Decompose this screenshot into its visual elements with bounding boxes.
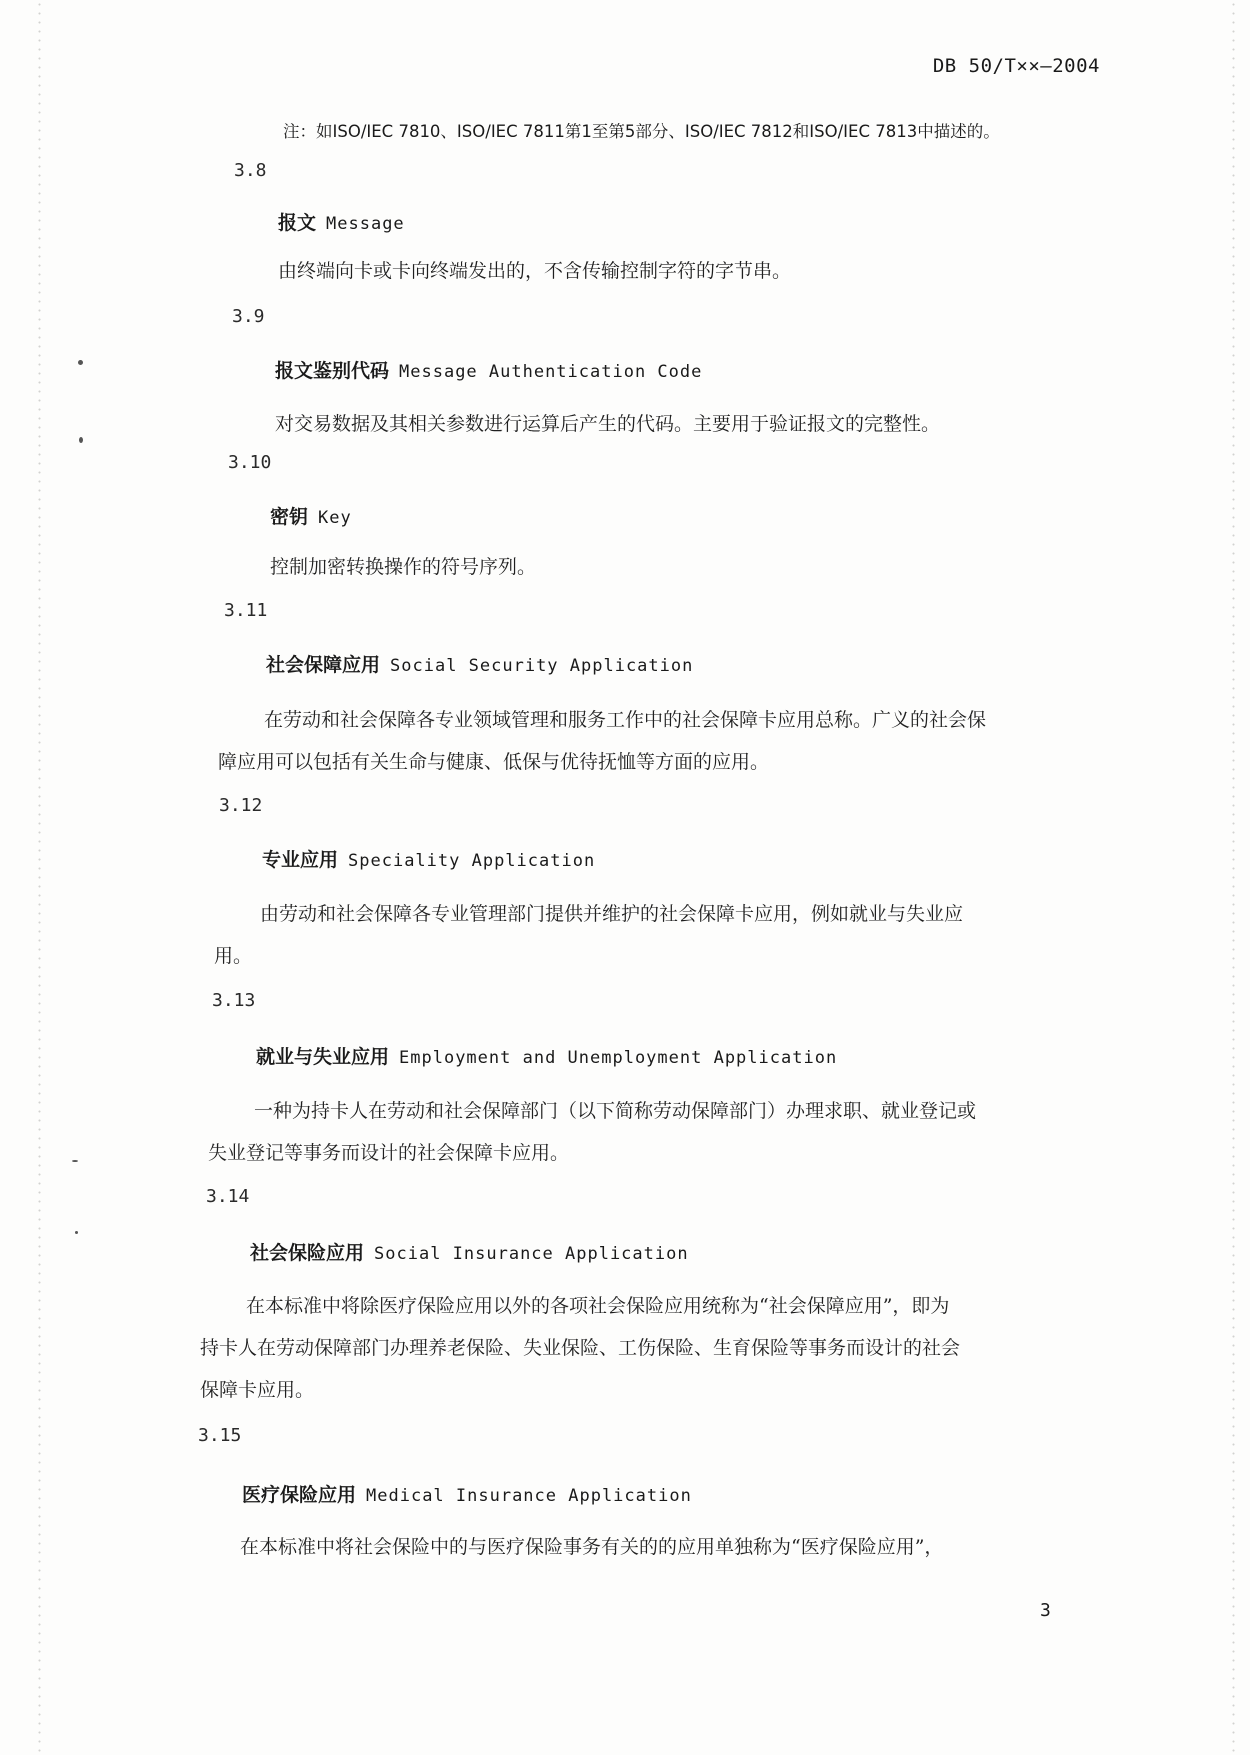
scan-edge-right	[1232, 0, 1235, 1755]
term-heading	[256, 1042, 837, 1069]
section-number: 3.9	[232, 306, 265, 327]
scan-edge-left	[38, 0, 41, 1755]
definition-line: 在本标准中将除医疗保险应用以外的各项社会保险应用统称为“社会保障应用”，即为	[246, 1295, 950, 1317]
definition	[208, 1090, 976, 1174]
definition	[278, 250, 791, 292]
term-en: Employment and Unemployment Application	[399, 1048, 838, 1068]
term-heading	[270, 502, 352, 529]
definition	[200, 1285, 960, 1411]
definition-line: 对交易数据及其相关参数进行运算后产生的代码。主要用于验证报文的完整性。	[275, 413, 941, 435]
definition	[214, 893, 963, 977]
definition-line: 由终端向卡或卡向终端发出的，不含传输控制字符的字节串。	[278, 260, 792, 282]
definition-line: 失业登记等事务而设计的社会保障卡应用。	[208, 1142, 570, 1164]
section-number: 3.15	[198, 1425, 242, 1446]
term-heading	[262, 845, 595, 872]
section-number: 3.11	[224, 600, 268, 621]
term-en: Speciality Application	[348, 851, 596, 871]
scan-speck	[79, 437, 83, 443]
term-zh: 密钥	[270, 506, 309, 528]
definition	[240, 1526, 943, 1568]
term-zh: 报文鉴别代码	[275, 360, 390, 382]
section-number: 3.12	[219, 795, 263, 816]
note-text: 注：如ISO/IEC 7810、ISO/IEC 7811第1至第5部分、ISO/IEC 7812和ISO/IEC 7813中描述的。	[283, 122, 1000, 141]
definition-line: 保障卡应用。	[200, 1379, 315, 1401]
term-heading	[275, 356, 702, 383]
definition	[218, 699, 986, 783]
term-zh: 社会保障应用	[266, 654, 381, 676]
definition-line: 持卡人在劳动保障部门办理养老保险、失业保险、工伤保险、生育保险等事务而设计的社会	[200, 1337, 961, 1359]
definition-line: 用。	[214, 945, 253, 967]
term-en: Social Insurance Application	[374, 1244, 689, 1264]
definition-line: 障应用可以包括有关生命与健康、低保与优待抚恤等方面的应用。	[218, 751, 770, 773]
definition-line: 在本标准中将社会保险中的与医疗保险事务有关的的应用单独称为“医疗保险应用”，	[240, 1536, 944, 1558]
term-zh: 就业与失业应用	[256, 1046, 390, 1068]
term-zh: 社会保险应用	[250, 1242, 365, 1264]
term-heading	[278, 208, 405, 235]
term-en: Message Authentication Code	[399, 362, 703, 382]
definition	[275, 403, 940, 445]
definition-line: 在劳动和社会保障各专业领域管理和服务工作中的社会保障卡应用总称。广义的社会保	[264, 709, 987, 731]
term-zh: 医疗保险应用	[242, 1484, 357, 1506]
definition-line: 由劳动和社会保障各专业管理部门提供并维护的社会保障卡应用，例如就业与失业应	[260, 903, 964, 925]
term-heading	[242, 1480, 692, 1507]
page-number: 3	[1040, 1600, 1051, 1621]
definition-line: 控制加密转换操作的符号序列。	[270, 556, 537, 578]
term-en: Medical Insurance Application	[366, 1486, 692, 1506]
scan-speck	[78, 360, 83, 365]
section-number: 3.14	[206, 1186, 250, 1207]
standard-code: DB 50/T××—2004	[932, 55, 1100, 77]
section-number: 3.13	[212, 990, 256, 1011]
definition-line: 一种为持卡人在劳动和社会保障部门（以下简称劳动保障部门）办理求职、就业登记或	[254, 1100, 977, 1122]
term-zh: 专业应用	[262, 849, 339, 871]
section-number: 3.10	[228, 452, 272, 473]
definition	[270, 546, 536, 588]
section-number: 3.8	[234, 160, 267, 181]
term-zh: 报文	[278, 212, 317, 234]
term-en: Message	[326, 214, 405, 234]
scan-speck	[72, 1160, 78, 1162]
term-en: Social Security Application	[390, 656, 694, 676]
scan-speck	[75, 1231, 78, 1234]
term-heading	[266, 650, 693, 677]
term-en: Key	[318, 508, 352, 528]
term-heading	[250, 1238, 689, 1265]
